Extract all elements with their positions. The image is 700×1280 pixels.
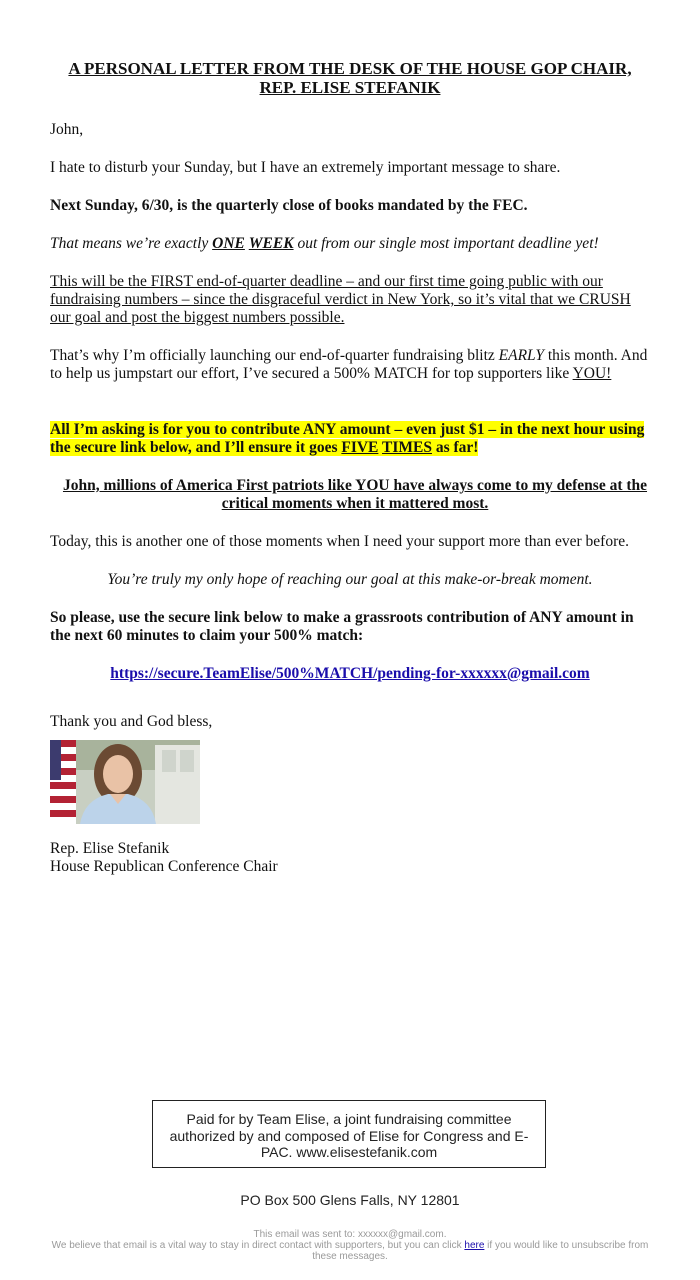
unsubscribe-link[interactable]: here [464,1240,485,1251]
title-line-2: REP. ELISE STEFANIK [259,78,441,97]
ask-pre: All I’m asking is for you to contribute ANY amount – even just $1 – in the next hour using the secure link below, and I’ll ensure it goes [50,421,645,456]
paragraph-one-week [50,235,650,253]
paragraph-intro: I hate to disturb your Sunday, but I have an extremely important message to share. [50,159,561,176]
blitz-you: YOU! [572,365,612,382]
signature-name: Rep. Elise Stefanik [50,840,170,857]
donation-link[interactable]: https://secure.TeamElise/500%MATCH/pending-for-xxxxxx@gmail.com [110,665,590,682]
unsubscribe-post: if you would like to unsubscribe from these messages. [312,1240,649,1262]
mailing-address: PO Box 500 Glens Falls, NY 12801 [240,1192,460,1208]
one-week-post: out from our single most important deadline yet! [293,235,599,252]
one-week-pre: That means we’re exactly [50,235,213,252]
title-line-1: A PERSONAL LETTER FROM THE DESK OF THE HOUSE GOP CHAIR, [68,59,632,78]
signature-title: House Republican Conference Chair [50,858,278,875]
paragraph-patriots: John, millions of America First patriots like YOU have always come to my defense at the critical moments when it mattered most. [62,477,648,512]
blitz-mid: this month. And to help us jumpstart our effort, I’ve secured a 500% MATCH for top supporters like [50,347,648,382]
ask-post: as far! [431,439,479,456]
sent-to-notice: This email was sent to: xxxxxx@gmail.com. [253,1229,447,1240]
paragraph-ask [50,421,650,457]
greeting: John, [50,121,84,138]
unsubscribe-pre: We believe that email is a vital way to stay in direct contact with supporters, but you can click [51,1240,465,1251]
paragraph-another-moment: Today, this is another one of those moments when I need your support more than ever before. [50,533,630,550]
one-week-week: WEEK [248,235,294,252]
blitz-early: EARLY [498,347,544,364]
blitz-pre: That’s why I’m officially launching our end-of-quarter fundraising blitz [50,347,499,364]
paragraph-blitz [50,347,650,383]
signature-photo [50,740,200,824]
closing: Thank you and God bless, [50,713,213,730]
paragraph-deadline: Next Sunday, 6/30, is the quarterly close of books mandated by the FEC. [50,197,528,214]
paragraph-call-to-action: So please, use the secure link below to make a grassroots contribution of ANY amount in the next 60 minutes to claim your 500% match: [50,609,634,644]
ask-five: FIVE [341,439,379,456]
donation-link-wrap [50,665,650,683]
paragraph-only-hope: You’re truly my only hope of reaching our goal at this make-or-break moment. [107,571,593,588]
unsubscribe-notice [50,1240,650,1262]
one-week-one: ONE [212,235,245,252]
paragraph-first-deadline: This will be the FIRST end-of-quarter deadline – and our first time going public with our fundraising numbers – since the disgraceful verdict in New York, so it’s vital that we CRUSH our goal and post the biggest numbers possible. [50,273,631,326]
paid-for-disclaimer: Paid for by Team Elise, a joint fundraising committee authorized by and composed of Elise for Congress and E-PAC. www.elisestefanik.com [152,1100,546,1168]
page-title [50,59,650,97]
ask-times: TIMES [382,439,432,456]
